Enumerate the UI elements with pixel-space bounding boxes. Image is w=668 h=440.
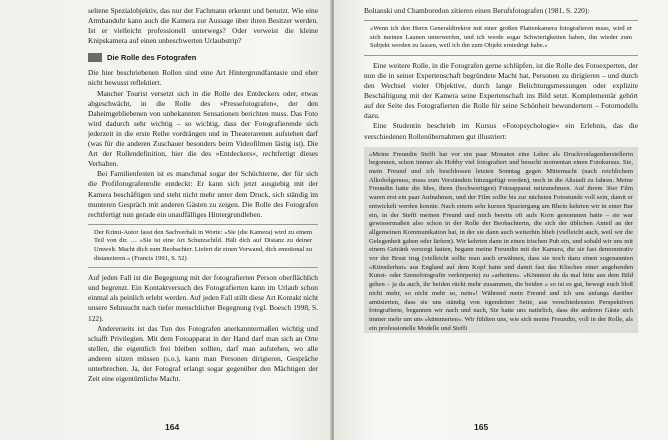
heading-marker bbox=[88, 53, 102, 62]
right-quote-1 bbox=[364, 20, 638, 56]
left-paragraph-2: Mancher Tourist versetzt sich in die Rolle des Entdeckers oder, etwas abgeschwächt, in die Rolle des »Pressefotografen«, der den Daheimgebliebenen von unbekannten Sensationen berichten muss. Das Foto wird dadurch sehr wichtig – so wichtig, dass der Fotografierende sich jederzeit in die erste Reihe vordrängen und in Theaterarenen aufstehen darf (was für die anderen Zuschauer besonders beim Videofilmen lästig ist). Die Art der Rollendefinition, hier die des »Entdeckers«, rechtfertigt dieses Verhalten. bbox=[88, 88, 318, 169]
left-page bbox=[0, 0, 332, 440]
right-quote-2 bbox=[364, 147, 638, 334]
right-quote-1-text: »Wenn ich den Herrn Generaldirektor mit einer großen Plattenkamera fotografieren muss, wird er sich meinen Launen unterwerfen, und ich werde sogar Schwierigkeiten haben, ihn wieder zum Subjekt werden zu lassen, weil ich ihn zum Objekt erniedrigt habe.« bbox=[370, 25, 632, 50]
left-quote bbox=[88, 224, 318, 268]
right-quote-2-text: »Meine Freundin Steffi hat vor ein paar Monaten eine Lehre als Druckvorlagenherstellerin begonnen, schon immer als Hobby viel fotografiert und besucht momentan einen Fotokursus. Sie, mein Freund und ich beschlossen letzten Sonntag gegen Mitternacht (nach reichlichem Alkoholgenuss, muss zum Verständnis hinzugefügt werden), noch in die Altstadt zu fahren. Meine Freundin hatte die Idee, ihren (hochwertigen) Fotoapparat mitzunehmen. Auf ihrem 36er Film waren erst ein paar Aufnahmen, und der Film sollte bis zur nächsten Fotostunde voll sein, damit er entwickelt werden konnte. Nach einem sehr kurzen Spaziergang am Rhein kehrten wir in einer Bar ein, in der Steffi meinen Freund und mich bereits oft aufs Korn genommen hatte – sie war gewissermaßen also schon in der Rolle der Beobachterin, die sich der üblichen Anteil an der allgemeinen Kommunikation hat, in der sie dann auch weiterhin blieb (vielleicht auch, weil wir die Gelegenheit gaben oder liefern). Wir kehrten dann in einen irischen Pub ein, und sobald wir uns mit einem Getränk versorgt hatten, begann meine Freundin mit der Kamera, die sie fast demonstrativ vor der Brust trug (vielleicht sollte man auch erwähnen, dass sie noch dazu einen sogenannten »Künstlerhut« aus England auf dem Kopf hatte und damit fast das Klischee einer angehenden Kunst- oder Szenefotografin verkörperte) zu »arbeiten«. »Könntest du da mal bitte aus dem Bild gehen – ja da auch, ihr beiden rückt mehr zusammen, die beiden » so ist es gut, bewegt euch bloß nicht mehr, so nicht mehr so, nein«! Während mein Freund und ich uns anfangs darüber amüsierten, dass sie uns ständig von irgendeiner Seite, aus verschiedensten Perspektiven fotografierte, begannen wir nach und nach, Sie hatte uns natürlich, dass die anderen Gäste sich immer mehr um uns »kümmerten«. Wir fühlten uns, wie sich meine Freundin, voll in der Rolle, als ein professionelle Modelle und Steffi bbox=[369, 150, 633, 332]
section-heading bbox=[88, 52, 318, 63]
left-paragraph-1: Die hier beschriebenen Rollen sind eine Art Hintergrundfantasie und eher nicht bewusst reflektiert. bbox=[88, 68, 318, 88]
left-paragraph-4: Auf jeden Fall ist die Begegnung mit der fotografierten Person oberflächlich und begrenzt. Ein Kontaktversuch des Fotografierten kann im Urlaub schon einmal als peinlich erlebt werden. Auf jeden Fall stillt diese Art Kontakt nicht unsere Sehnsucht nach tiefer menschlicher Begegnung (vgl. Boesch 1998, S. 122). bbox=[88, 273, 318, 323]
right-page bbox=[334, 0, 668, 440]
left-quote-text: Der Krimi-Autor fasst den Sachverhalt in Worte: »Sie (die Kamera) wird zu einem Teil von dir. … »Sie ist eine Art Schutzschild. Hält dich auf Distanz zu deiner Umwelt. Macht dich zum Beobachter. Liefert dir einen Vorwand, dich emotional zu distanzieren.« (Francis 1991, S. 52) bbox=[94, 228, 312, 262]
section-heading-text: Die Rolle des Fotografen bbox=[107, 53, 197, 63]
left-paragraph-5: Andererseits ist das Tun des Fotografen anerkanntermaßen wichtig und schafft Privilegien. Mit dem Fotoapparat in der Hand darf man sich an Orte stellen, die eigentlich frei bleiben sollten, darf man aufstehen, wo alle anderen sitzen müssen (s.o.), kann man Personen dirigieren, Gespräche unterbrechen. Ja, der Fotograf erlangt sogar gegenüber den Mächtigen der Zeit eine eigentümliche Macht. bbox=[88, 323, 318, 384]
right-opening-line: Boltanski und Chamboredon zitieren einen Berufsfotografen (1981, S. 220): bbox=[364, 6, 590, 15]
left-paragraph-3: Bei Familienfesten ist es manchmal sogar der Schüchterne, der für sich die Profifotografenrolle entdeckt: Er kann sich jetzt ausgiebig mit der Kamera beschäftigen und steht nicht mehr unter dem Druck, sich ständig im munteren Gespräch mit anderen Gästen zu zeigen. Die Rolle des Fotografen rechtfertigt nun gerade ein unauffälliges Hintergrundleben. bbox=[88, 169, 318, 219]
left-page-number: 164 bbox=[165, 422, 180, 432]
right-page-number: 165 bbox=[474, 422, 489, 432]
left-opening-paragraph: seltene Spezialobjektiv, das nur der Fachmann erkennt und benutzt. Wie eine Armbanduhr kann auch die Kamera zur Aussage über ihren Besitzer werden. Ist er vielleicht professionell unterwegs? Oder verweist die kleine Knipskamera auf einen unbeschwerten Urlaubstrip? bbox=[88, 6, 318, 46]
right-paragraph-1: Eine weitere Rolle, in die Fotografen gerne schlüpfen, ist die Rolle des Fotoexperten, der nun die in seiner Expertenschaft begründete Macht hat, Personen zu dirigieren – und durch den Wechsel vieler Objektive, durch lange Belichtungsmessungen oder explizite Beschäftigung mit der Kamera seine Expertenschaft ins Bild setzt. Komplementär gehört auf der Seite des Fotografierten die Rolle für seine Schönheit bewundertern – Fotomodells dazu. bbox=[364, 60, 638, 121]
right-paragraph-2: Eine Studentin beschrieb im Kursus »Fotopsychologie« ein Erlebnis, das die verschiedenen Rollenübernahmen gut illustriert: bbox=[364, 121, 638, 141]
